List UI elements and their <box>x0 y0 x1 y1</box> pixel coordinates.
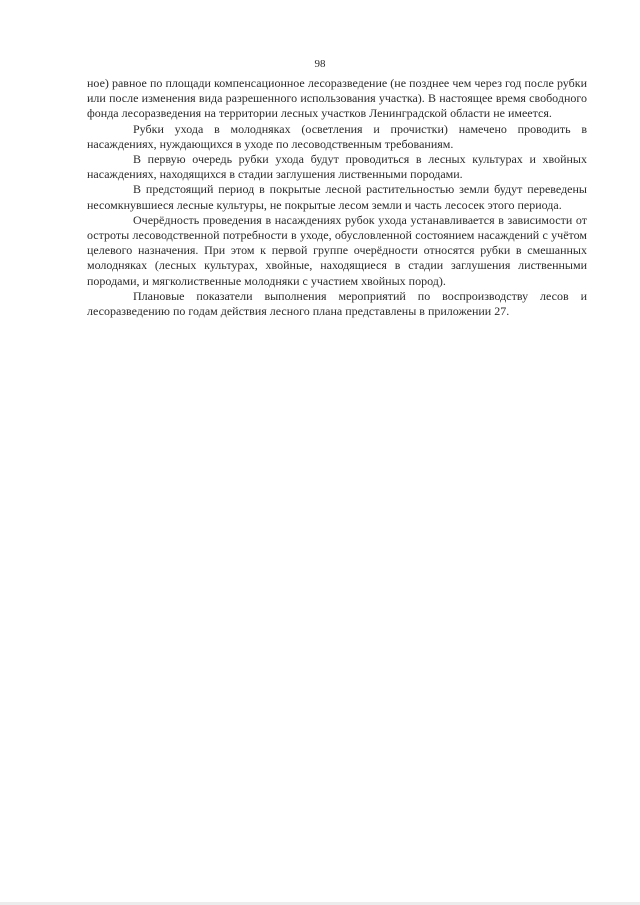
paragraph-thinning-order: Очерёдность проведения в насаждениях рубок ухода устанавливается в зависимости от остроты лесоводственной потребности в уходе, обусловленной состоянием насаждений с учётом целевого назначения. При этом к первой группе очерёдности относятся рубки в смешанных молодняках (лесных культурах, хвойные, находящиеся в стадии заглушения лиственными породами, и мягколиственные молодняки с участием хвойных пород). <box>87 212 587 288</box>
paragraph-priority-thinning: В первую очередь рубки ухода будут проводиться в лесных культурах и хвойных насаждениях, находящихся в стадии заглушения лиственными породами. <box>87 152 587 182</box>
page-number: 98 <box>314 58 326 70</box>
paragraph-thinning-young-stands: Рубки ухода в молодняках (осветления и прочистки) намечено проводить в насаждениях, нуждающихся в уходе по лесоводственным требованиям. <box>87 121 587 151</box>
paragraph-planned-indicators: Плановые показатели выполнения мероприятий по воспроизводству лесов и лесоразведению по годам действия лесного плана представлены в приложении 27. <box>87 288 587 319</box>
paragraph-forested-lands-transfer: В предстоящий период в покрытые лесной растительностью земли будут переведены несомкнувшиеся лесные культуры, не покрытые лесом земли и часть лесосек этого периода. <box>87 182 587 212</box>
body-text <box>87 76 587 319</box>
paragraph-continuation: ное) равное по площади компенсационное лесоразведение (не позднее чем через год после рубки или после изменения вида разрешенного использования участка). В настоящее время свободного фонда лесоразведения на территории лесных участков Ленинградской области не имеется. <box>87 76 587 121</box>
